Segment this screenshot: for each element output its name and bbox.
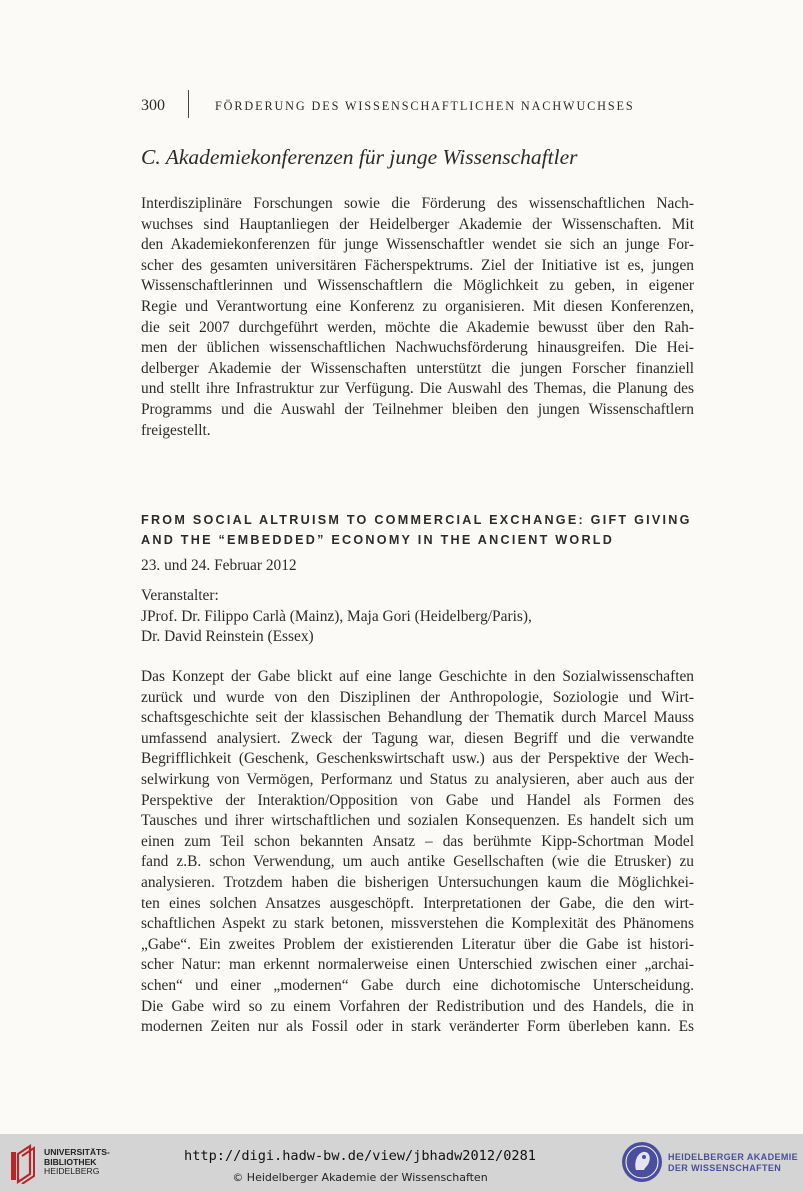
text-line: den Akademiekonferenzen für junge Wissenschaftler wendet sie sich an junge For- [141,236,694,254]
organizers-line: Dr. David Reinstein (Essex) [141,628,314,646]
organizers-label: Veranstalter: [141,587,219,604]
conference-title-line: AND THE “EMBEDDED” ECONOMY IN THE ANCIENT WORLD [141,533,615,547]
academy-seal-icon [620,1140,664,1184]
text-line: Wissenschaftlerinnen und Wissenschaftlern die Möglichkeit zu geben, in eigener [141,277,694,295]
text-line: einen zum Teil schon bekannten Ansatz – das berühmte Kipp-Schortman Model [141,832,694,850]
body-paragraph [141,667,694,1038]
academy-logo-text [668,1152,798,1174]
text-line: modernen Zeiten nur als Fossil oder in stark veränderter Form überleben kann. Es [141,1018,694,1036]
text-line: „Gabe“. Ein zweites Problem der existierenden Literatur über die Gabe ist histori- [141,935,694,953]
text-line: Regie und Verantwortung eine Konferenz zu organisieren. Mit diesen Konferenzen, [141,297,694,315]
running-title: FÖRDERUNG DES WISSENSCHAFTLICHEN NACHWUCHSES [215,99,635,113]
copyright-notice: © Heidelberger Akademie der Wissenschaften [232,1171,488,1184]
text-line: Perspektive der Interaktion/Opposition von Gabe und Handel als Formen des [141,791,694,809]
conference-date: 23. und 24. Februar 2012 [141,557,297,574]
text-line: Das Konzept der Gabe blickt auf eine lange Geschichte in den Sozialwissenschaften [141,668,694,685]
text-line: delberger Akademie der Wissenschaften unterstützt die jungen Forscher finanziell [141,359,694,377]
intro-paragraph [141,194,694,441]
page-number: 300 [141,97,165,114]
text-line: Programms und die Auswahl der Teilnehmer bleiben den jungen Wissenschaftlern [141,400,694,418]
academy-logo-line: HEIDELBERGER AKADEMIE [668,1152,799,1162]
library-logo-line: BIBLIOTHEK [44,1156,97,1167]
text-line: umfassend analysiert. Zweck der Tagung war, diesen Begriff und die verwandte [141,729,694,747]
text-line: scher des gesamten universitären Fächerspektrums. Ziel der Initiative ist es, jungen [141,256,694,274]
conference-title [141,510,701,550]
text-line: men der üblichen wissenschaftlichen Nachwuchsförderung hinausgreifen. Die Hei- [141,339,694,357]
text-line: ten eines solchen Ansatzes ausgeschöpft. Interpretationen der Gabe, die den wirt- [141,894,694,912]
text-line: Tausches und ihrer wirtschaftlichen und sozialen Konsequenzen. Es handelt sich um [141,812,694,830]
section-heading: C. Akademiekonferenzen für junge Wissenschaftler [141,145,578,169]
header-divider [188,90,189,118]
text-line: Interdisziplinäre Forschungen sowie die Förderung des wissenschaftlichen Nach- [141,195,694,212]
text-line: die seit 2007 durchgeführt werden, möchte die Akademie bewusst über den Rah- [141,318,694,336]
organizers-block [141,586,532,648]
text-line: freigestellt. [141,421,211,439]
text-line: zurück und wurde von den Disziplinen der Anthropologie, Soziologie und Wirt- [141,688,694,706]
viewer-footer [0,1134,803,1191]
conference-title-line: FROM SOCIAL ALTRUISM TO COMMERCIAL EXCHANGE: GIFT GIVING [141,513,692,527]
text-line: selwirkung von Vermögen, Performanz und Status zu analysieren, aber auch aus der [141,770,694,788]
library-logo-line: UNIVERSITÄTS- [44,1147,110,1157]
text-line: und stellt ihre Infrastruktur zur Verfügung. Die Auswahl des Themas, die Planung des [141,380,694,398]
text-line: schaftlichen Aspekt zu stark betonen, missverstehen die Komplexität des Phänomens [141,915,694,933]
organizers-line: JProf. Dr. Filippo Carlà (Mainz), Maja Gori (Heidelberg/Paris), [141,607,532,625]
text-line: analysieren. Trotzdem haben die bisherigen Untersuchungen kaum die Möglichkei- [141,873,694,891]
text-line: schaftsgeschichte seit der klassischen Behandlung der Thematik durch Marcel Mauss [141,709,694,727]
running-header [141,96,661,118]
text-line: Begrifflichkeit (Geschenk, Geschenkswirtschaft usw.) aus der Perspektive der Wech- [141,750,694,768]
permalink-url[interactable]: http://digi.hadw-bw.de/view/jbhadw2012/0281 [184,1148,536,1164]
academy-logo-link[interactable] [620,1140,800,1186]
text-line: fand z.B. schon Verwendung, um auch antike Gesellschaften (wie die Etrusker) zu [141,853,694,871]
library-logo-line: HEIDELBERG [44,1166,100,1177]
text-line: schen“ und einer „modernen“ Gabe durch eine dichotomische Unterscheidung. [141,976,694,994]
academy-logo-line: DER WISSENSCHAFTEN [668,1163,782,1173]
text-line: wuchses sind Hauptanliegen der Heidelberger Akademie der Wissenschaften. Mit [141,215,694,233]
text-line: Die Gabe wird so zu einem Vorfahren der Redistribution und des Handels, die in [141,997,694,1015]
text-line: scher Natur: man erkennt normalerweise einen Unterschied zwischen einer „archai- [141,956,694,974]
